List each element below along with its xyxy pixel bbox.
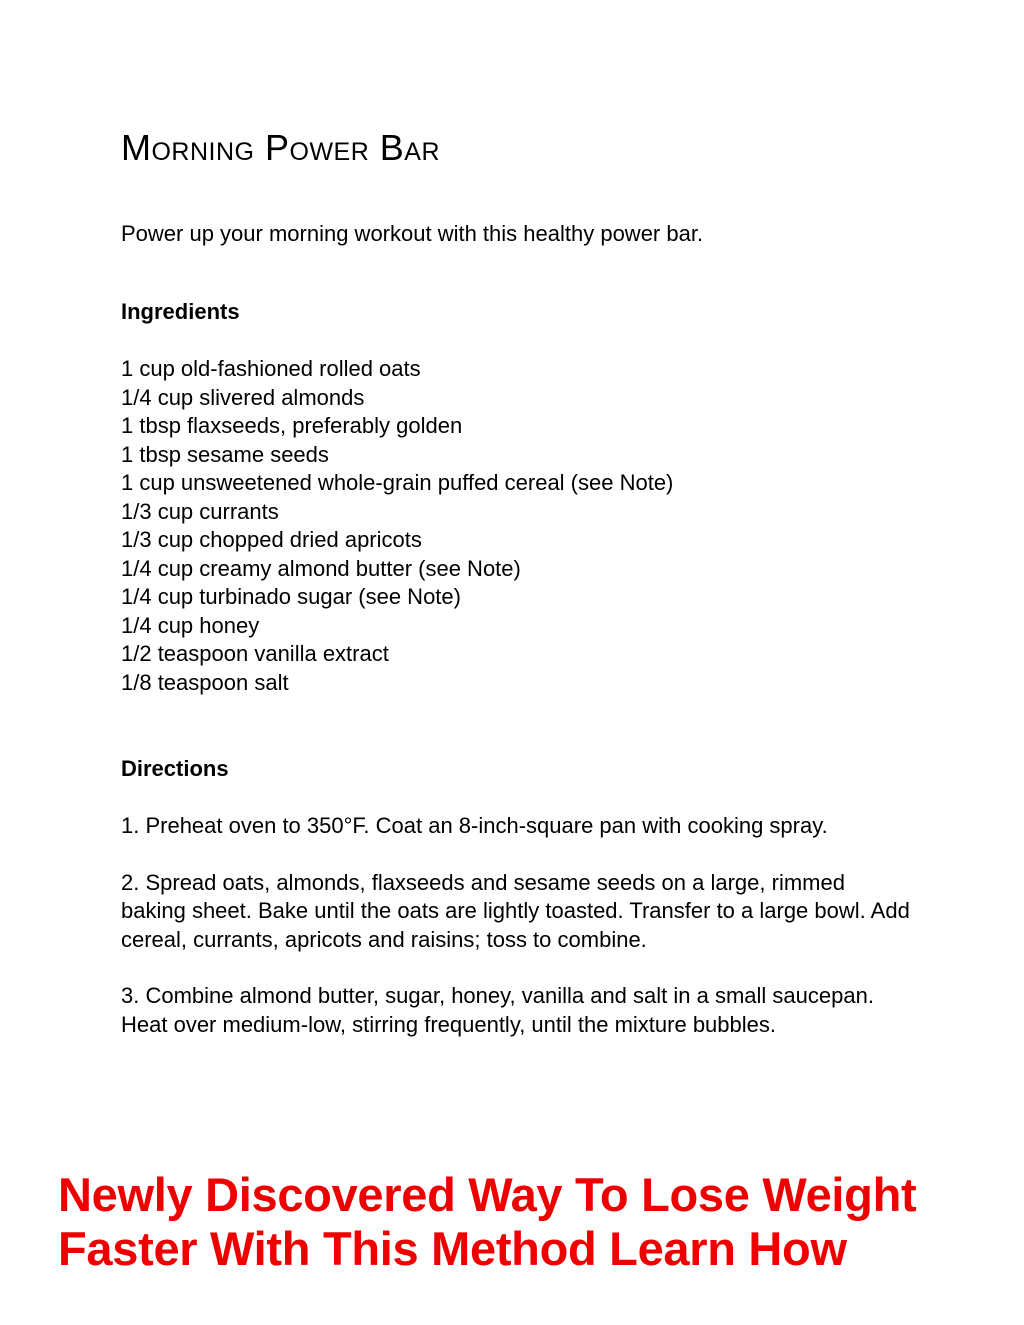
ingredient-item: 1/4 cup creamy almond butter (see Note) bbox=[121, 555, 521, 581]
ingredients-heading: Ingredients bbox=[121, 299, 240, 324]
direction-step: 2. Spread oats, almonds, flaxseeds and sesame seeds on a large, rimmed baking sheet. Bake until the oats are lightly toasted. Transfer to a large bowl. Add cereal, currants, apricots and raisins; toss to combine. bbox=[121, 869, 910, 952]
directions-list bbox=[121, 812, 911, 1068]
ingredient-item: 1/4 cup slivered almonds bbox=[121, 384, 365, 410]
direction-step: 1. Preheat oven to 350°F. Coat an 8-inch-square pan with cooking spray. bbox=[121, 813, 828, 838]
ingredient-item: 1 cup old-fashioned rolled oats bbox=[121, 356, 421, 381]
recipe-intro: Power up your morning workout with this healthy power bar. bbox=[121, 221, 704, 246]
ingredient-item: 1/3 cup chopped dried apricots bbox=[121, 527, 422, 552]
ingredient-item: 1/4 cup turbinado sugar (see Note) bbox=[121, 584, 461, 609]
ingredient-item: 1/8 teaspoon salt bbox=[121, 669, 289, 695]
ingredient-item: 1/4 cup honey bbox=[121, 612, 260, 638]
ingredient-item: 1/3 cup currants bbox=[121, 498, 279, 524]
recipe-title: Morning Power Bar bbox=[121, 127, 441, 168]
ingredient-item: 1 cup unsweetened whole-grain puffed cereal (see Note) bbox=[121, 470, 674, 495]
direction-step: 3. Combine almond butter, sugar, honey, vanilla and salt in a small saucepan. Heat over medium-low, stirring frequently, until the mixture bubbles. bbox=[121, 983, 874, 1037]
ingredient-item: 1/2 teaspoon vanilla extract bbox=[121, 641, 389, 666]
ingredient-item: 1 tbsp flaxseeds, preferably golden bbox=[121, 413, 463, 438]
ingredient-item: 1 tbsp sesame seeds bbox=[121, 441, 329, 467]
weight-loss-ad-link[interactable]: Newly Discovered Way To Lose Weight Faster With This Method Learn How bbox=[58, 1168, 917, 1275]
directions-heading: Directions bbox=[121, 756, 229, 781]
ingredients-list bbox=[121, 355, 673, 697]
